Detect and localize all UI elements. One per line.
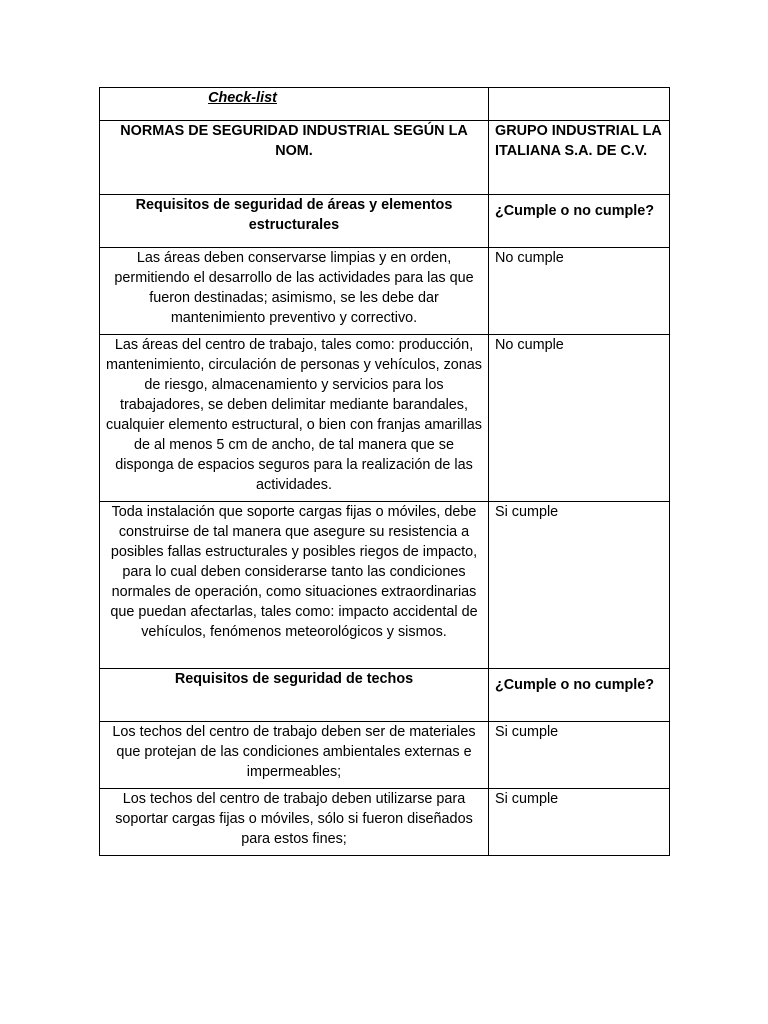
table-row <box>100 248 670 335</box>
compliance-answer: Si cumple <box>489 722 670 789</box>
compliance-answer: Si cumple <box>489 502 670 669</box>
section-heading: Requisitos de seguridad de áreas y elementos estructurales <box>100 195 489 248</box>
table-row <box>100 789 670 856</box>
compliance-answer: No cumple <box>489 335 670 502</box>
company-name: GRUPO INDUSTRIAL LA ITALIANA S.A. DE C.V. <box>489 121 670 195</box>
requirement-text: Los techos del centro de trabajo deben ser de materiales que protejan de las condiciones ambientales externas e impermeables; <box>100 722 489 789</box>
title-cell <box>100 88 489 121</box>
checklist-table <box>99 87 670 856</box>
requirement-text: Las áreas deben conservarse limpias y en orden, permitiendo el desarrollo de las actividades para las que fueron destinadas; asimismo, se les debe dar mantenimiento preventivo y correctivo. <box>100 248 489 335</box>
section-heading-row <box>100 669 670 722</box>
requirement-text: Las áreas del centro de trabajo, tales como: producción, mantenimiento, circulación de personas y vehículos, zonas de riesgo, almacenamiento y servicios para los trabajadores, se deben delimitar mediante barandales, cualquier elemento estructural, o bien con franjas amarillas de al menos 5 cm de ancho, de tal manera que se disponga de espacios seguros para la realización de las actividades. <box>100 335 489 502</box>
requirement-text: Toda instalación que soporte cargas fijas o móviles, debe construirse de tal manera que asegure su resistencia a posibles fallas estructurales y posibles riegos de impacto, para lo cual deben considerarse tanto las condiciones normales de operación, como situaciones extraordinarias que puedan afectarlas, tales como: impacto accidental de vehículos, fenómenos meteorológicos y sismos. <box>100 502 489 669</box>
section-heading-row <box>100 195 670 248</box>
title-row <box>100 88 670 121</box>
requirement-text: Los techos del centro de trabajo deben utilizarse para soportar cargas fijas o móviles, sólo si fueron diseñados para estos fines; <box>100 789 489 856</box>
title-empty-cell <box>489 88 670 121</box>
section-heading: Requisitos de seguridad de techos <box>100 669 489 722</box>
answer-heading: ¿Cumple o no cumple? <box>489 195 670 248</box>
compliance-answer: Si cumple <box>489 789 670 856</box>
table-row <box>100 722 670 789</box>
document-title: Check-list <box>208 90 277 106</box>
answer-heading: ¿Cumple o no cumple? <box>489 669 670 722</box>
norm-heading: NORMAS DE SEGURIDAD INDUSTRIAL SEGÚN LA NOM. <box>100 121 489 195</box>
norm-row <box>100 121 670 195</box>
table-row <box>100 502 670 669</box>
table-row <box>100 335 670 502</box>
compliance-answer: No cumple <box>489 248 670 335</box>
